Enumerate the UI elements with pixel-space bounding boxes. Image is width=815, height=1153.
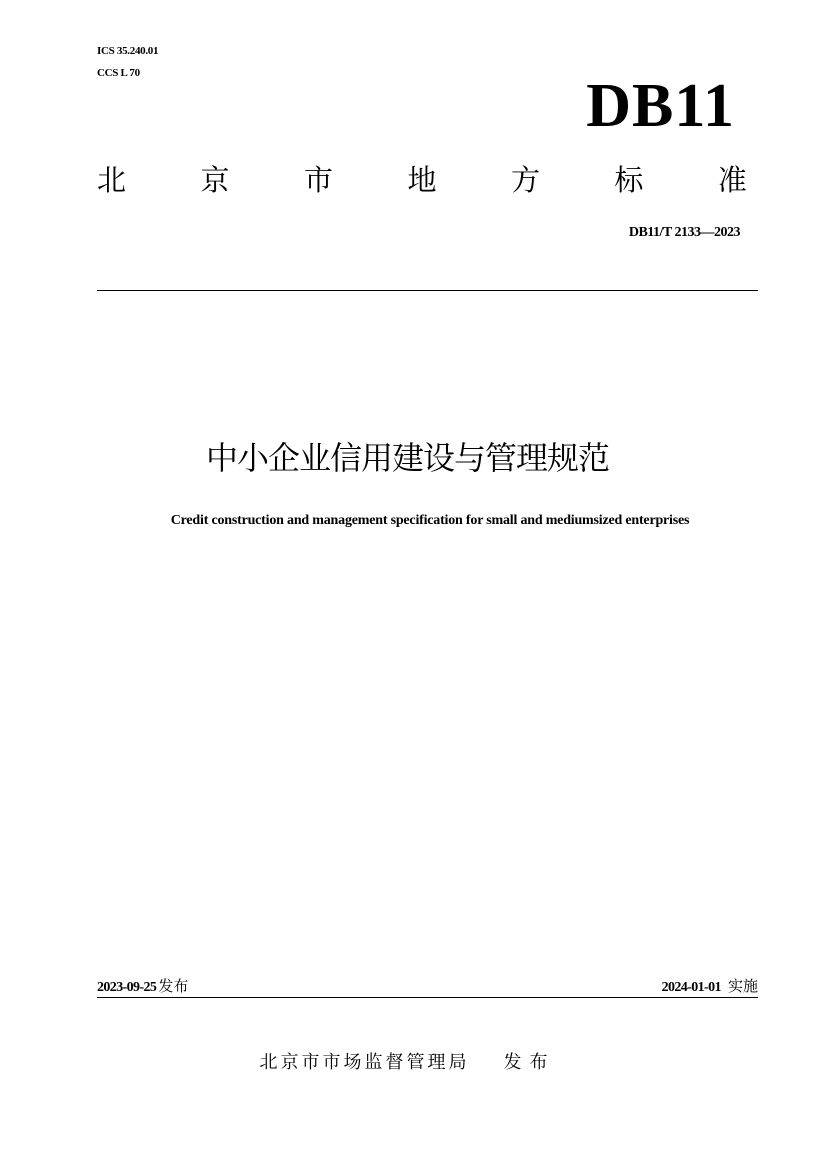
title-chinese: 中小企业信用建设与管理规范 (205, 439, 609, 477)
publish-label: 发布 (158, 977, 189, 995)
top-divider (97, 290, 758, 291)
ics-code: ICS 35.240.01 (97, 45, 159, 57)
standard-type-char: 准 (717, 163, 747, 197)
ccs-code: CCS L 70 (97, 67, 140, 79)
title-english: Credit construction and management specification for small and mediumsized enterprises (170, 513, 690, 528)
publisher-line (0, 1048, 815, 1078)
publisher-action: 发布 (503, 1052, 556, 1073)
standard-type-char: 京 (200, 163, 230, 197)
standard-type-char: 标 (614, 163, 644, 197)
standard-type-char: 地 (407, 163, 437, 197)
standard-type-char: 方 (510, 163, 540, 197)
classification-codes (97, 40, 158, 84)
effective-label: 实施 (727, 977, 758, 995)
date-row (97, 975, 758, 996)
standard-type-char: 市 (303, 163, 333, 197)
publisher-name: 北京市市场监督管理局 (259, 1052, 470, 1073)
db11-logo: DB11 (586, 72, 735, 140)
publish-date: 2023-09-25 (97, 980, 157, 995)
standard-type-char: 北 (97, 163, 127, 197)
effective-date-block (662, 975, 758, 996)
standard-number: DB11/T 2133—2023 (628, 225, 740, 240)
effective-date: 2024-01-01 (661, 980, 721, 995)
standard-type-heading (97, 158, 747, 202)
bottom-divider (97, 997, 758, 998)
publish-date-block (97, 975, 188, 996)
